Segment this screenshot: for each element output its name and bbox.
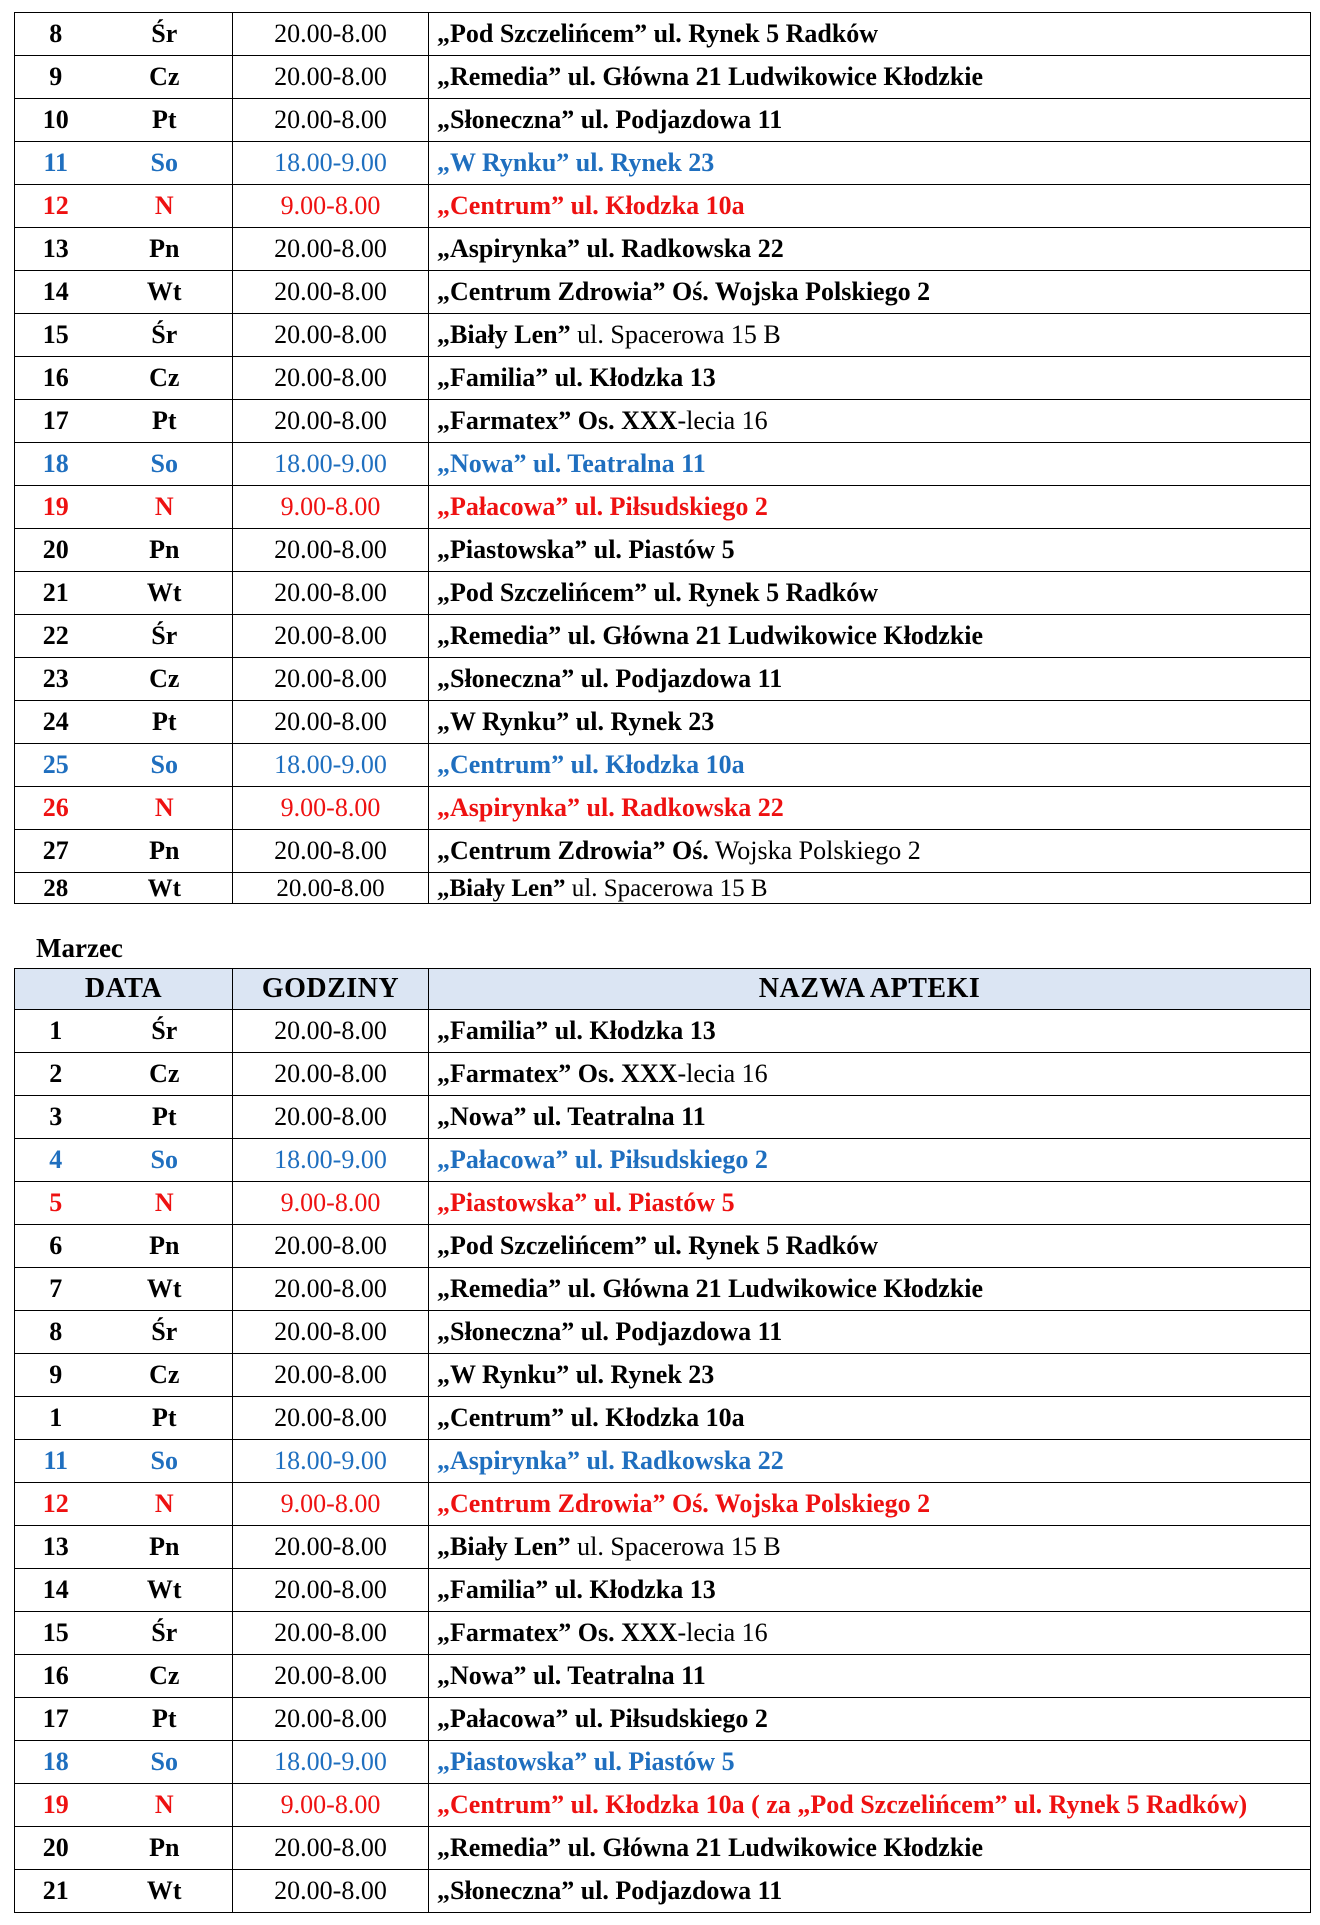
duty-row bbox=[15, 1182, 1311, 1225]
pharmacy-name: „Centrum” ul. Kłodzka 10a ( za „Pod Szczelińcem” ul. Rynek 5 Radków) bbox=[437, 1790, 1248, 1819]
duty-pharmacy-cell bbox=[429, 1182, 1311, 1225]
duty-day-number: 8 bbox=[15, 13, 97, 56]
duty-weekday: Śr bbox=[97, 1311, 233, 1354]
duty-row bbox=[15, 1483, 1311, 1526]
duty-row bbox=[15, 56, 1311, 99]
pharmacy-name: „Aspirynka” ul. Radkowska 22 bbox=[437, 793, 784, 822]
duty-row bbox=[15, 1698, 1311, 1741]
pharmacy-address: ul. Spacerowa 15 B bbox=[570, 320, 781, 349]
duty-day-number: 14 bbox=[15, 1569, 97, 1612]
duty-day-number: 26 bbox=[15, 787, 97, 830]
duty-day-number: 21 bbox=[15, 1870, 97, 1913]
duty-weekday: Pn bbox=[97, 830, 233, 873]
duty-weekday: Wt bbox=[97, 572, 233, 615]
duty-weekday: Śr bbox=[97, 13, 233, 56]
duty-row bbox=[15, 99, 1311, 142]
duty-weekday: Pt bbox=[97, 99, 233, 142]
duty-pharmacy-cell bbox=[429, 99, 1311, 142]
duty-pharmacy-cell bbox=[429, 1569, 1311, 1612]
duty-day-number: 27 bbox=[15, 830, 97, 873]
pharmacy-name: „Biały Len” bbox=[437, 320, 571, 349]
duty-weekday: So bbox=[97, 1139, 233, 1182]
duty-weekday: So bbox=[97, 744, 233, 787]
duty-pharmacy-cell bbox=[429, 1010, 1311, 1053]
duty-day-number: 7 bbox=[15, 1268, 97, 1311]
pharmacy-name: „Biały Len” bbox=[437, 1532, 571, 1561]
duty-day-number: 3 bbox=[15, 1096, 97, 1139]
duty-hours: 20.00-8.00 bbox=[233, 228, 429, 271]
duty-hours: 20.00-8.00 bbox=[233, 1526, 429, 1569]
pharmacy-name: „Centrum” ul. Kłodzka 10a bbox=[437, 191, 745, 220]
duty-row bbox=[15, 185, 1311, 228]
duty-weekday: Cz bbox=[97, 1354, 233, 1397]
duty-row bbox=[15, 615, 1311, 658]
duty-weekday: Wt bbox=[97, 1569, 233, 1612]
duty-pharmacy-cell bbox=[429, 873, 1311, 904]
duty-weekday: N bbox=[97, 185, 233, 228]
duty-row bbox=[15, 1655, 1311, 1698]
duty-weekday: Wt bbox=[97, 1870, 233, 1913]
duty-row bbox=[15, 357, 1311, 400]
pharmacy-address: -lecia 16 bbox=[677, 406, 768, 435]
duty-day-number: 24 bbox=[15, 701, 97, 744]
duty-row bbox=[15, 744, 1311, 787]
duty-row bbox=[15, 1784, 1311, 1827]
duty-pharmacy-cell bbox=[429, 1655, 1311, 1698]
pharmacy-name: „Nowa” ul. Teatralna 11 bbox=[437, 449, 706, 478]
duty-weekday: N bbox=[97, 787, 233, 830]
duty-weekday: So bbox=[97, 443, 233, 486]
duty-hours: 20.00-8.00 bbox=[233, 1225, 429, 1268]
duty-hours: 18.00-9.00 bbox=[233, 1741, 429, 1784]
duty-day-number: 10 bbox=[15, 99, 97, 142]
duty-row bbox=[15, 1354, 1311, 1397]
duty-weekday: Pt bbox=[97, 1698, 233, 1741]
duty-weekday: Wt bbox=[97, 873, 233, 904]
pharmacy-name: „Centrum” ul. Kłodzka 10a bbox=[437, 1403, 745, 1432]
duty-hours: 20.00-8.00 bbox=[233, 1655, 429, 1698]
duty-row bbox=[15, 1612, 1311, 1655]
duty-day-number: 15 bbox=[15, 1612, 97, 1655]
duty-pharmacy-cell bbox=[429, 13, 1311, 56]
duty-pharmacy-cell bbox=[429, 228, 1311, 271]
duty-hours: 18.00-9.00 bbox=[233, 1139, 429, 1182]
duty-row bbox=[15, 658, 1311, 701]
duty-hours: 18.00-9.00 bbox=[233, 142, 429, 185]
duty-row bbox=[15, 228, 1311, 271]
duty-row bbox=[15, 1096, 1311, 1139]
duty-pharmacy-cell bbox=[429, 1827, 1311, 1870]
duty-weekday: Pn bbox=[97, 529, 233, 572]
duty-hours: 20.00-8.00 bbox=[233, 400, 429, 443]
pharmacy-name: „Pod Szczelińcem” ul. Rynek 5 Radków bbox=[437, 19, 879, 48]
duty-day-number: 23 bbox=[15, 658, 97, 701]
duty-day-number: 14 bbox=[15, 271, 97, 314]
duty-hours: 20.00-8.00 bbox=[233, 701, 429, 744]
duty-hours: 9.00-8.00 bbox=[233, 787, 429, 830]
duty-weekday: Cz bbox=[97, 1053, 233, 1096]
duty-pharmacy-cell bbox=[429, 787, 1311, 830]
table-gap bbox=[14, 904, 1310, 928]
duty-day-number: 12 bbox=[15, 1483, 97, 1526]
duty-row bbox=[15, 486, 1311, 529]
duty-row bbox=[15, 271, 1311, 314]
duty-row bbox=[15, 830, 1311, 873]
duty-pharmacy-cell bbox=[429, 1053, 1311, 1096]
duty-weekday: Cz bbox=[97, 357, 233, 400]
duty-pharmacy-cell bbox=[429, 1354, 1311, 1397]
duty-pharmacy-cell bbox=[429, 185, 1311, 228]
duty-weekday: Pt bbox=[97, 1096, 233, 1139]
pharmacy-name: „Remedia” ul. Główna 21 Ludwikowice Kłodzkie bbox=[437, 62, 984, 91]
duty-pharmacy-cell bbox=[429, 615, 1311, 658]
pharmacy-name: „Remedia” ul. Główna 21 Ludwikowice Kłodzkie bbox=[437, 1833, 984, 1862]
duty-row bbox=[15, 314, 1311, 357]
duty-hours: 20.00-8.00 bbox=[233, 1612, 429, 1655]
header-pharmacy-name: NAZWA APTEKI bbox=[429, 969, 1311, 1010]
duty-hours: 20.00-8.00 bbox=[233, 529, 429, 572]
duty-hours: 20.00-8.00 bbox=[233, 1311, 429, 1354]
duty-day-number: 25 bbox=[15, 744, 97, 787]
duty-day-number: 12 bbox=[15, 185, 97, 228]
pharmacy-name: „Nowa” ul. Teatralna 11 bbox=[437, 1102, 706, 1131]
duty-day-number: 5 bbox=[15, 1182, 97, 1225]
duty-day-number: 11 bbox=[15, 1440, 97, 1483]
duty-day-number: 6 bbox=[15, 1225, 97, 1268]
duty-pharmacy-cell bbox=[429, 658, 1311, 701]
duty-weekday: Cz bbox=[97, 56, 233, 99]
duty-hours: 20.00-8.00 bbox=[233, 658, 429, 701]
february-duty-table bbox=[14, 12, 1311, 904]
duty-hours: 20.00-8.00 bbox=[233, 572, 429, 615]
duty-day-number: 13 bbox=[15, 1526, 97, 1569]
duty-pharmacy-cell bbox=[429, 271, 1311, 314]
duty-weekday: Śr bbox=[97, 1010, 233, 1053]
pharmacy-name: „Nowa” ul. Teatralna 11 bbox=[437, 1661, 706, 1690]
duty-weekday: Śr bbox=[97, 615, 233, 658]
pharmacy-name: „Aspirynka” ul. Radkowska 22 bbox=[437, 1446, 784, 1475]
duty-weekday: Wt bbox=[97, 1268, 233, 1311]
duty-row bbox=[15, 1569, 1311, 1612]
duty-hours: 18.00-9.00 bbox=[233, 1440, 429, 1483]
duty-day-number: 28 bbox=[15, 873, 97, 904]
duty-row bbox=[15, 1827, 1311, 1870]
duty-hours: 20.00-8.00 bbox=[233, 1827, 429, 1870]
duty-day-number: 17 bbox=[15, 400, 97, 443]
pharmacy-address: ul. Spacerowa 15 B bbox=[565, 874, 768, 902]
duty-day-number: 1 bbox=[15, 1010, 97, 1053]
duty-pharmacy-cell bbox=[429, 1526, 1311, 1569]
duty-hours: 9.00-8.00 bbox=[233, 1483, 429, 1526]
duty-day-number: 19 bbox=[15, 486, 97, 529]
header-row bbox=[15, 969, 1311, 1010]
duty-hours: 20.00-8.00 bbox=[233, 615, 429, 658]
duty-weekday: Wt bbox=[97, 271, 233, 314]
header-hours: GODZINY bbox=[233, 969, 429, 1010]
duty-hours: 20.00-8.00 bbox=[233, 357, 429, 400]
duty-weekday: Pt bbox=[97, 1397, 233, 1440]
march-duty-table bbox=[14, 968, 1311, 1913]
duty-row bbox=[15, 1870, 1311, 1913]
pharmacy-name: „W Rynku” ul. Rynek 23 bbox=[437, 1360, 715, 1389]
duty-weekday: N bbox=[97, 486, 233, 529]
duty-day-number: 19 bbox=[15, 1784, 97, 1827]
duty-row bbox=[15, 1526, 1311, 1569]
duty-pharmacy-cell bbox=[429, 1311, 1311, 1354]
duty-row bbox=[15, 1311, 1311, 1354]
duty-pharmacy-cell bbox=[429, 830, 1311, 873]
duty-pharmacy-cell bbox=[429, 572, 1311, 615]
duty-hours: 20.00-8.00 bbox=[233, 56, 429, 99]
duty-weekday: Pn bbox=[97, 1225, 233, 1268]
duty-day-number: 11 bbox=[15, 142, 97, 185]
duty-weekday: So bbox=[97, 1440, 233, 1483]
pharmacy-address: ul. Spacerowa 15 B bbox=[570, 1532, 781, 1561]
duty-day-number: 20 bbox=[15, 1827, 97, 1870]
duty-hours: 20.00-8.00 bbox=[233, 1870, 429, 1913]
duty-hours: 20.00-8.00 bbox=[233, 1268, 429, 1311]
duty-row bbox=[15, 529, 1311, 572]
duty-hours: 20.00-8.00 bbox=[233, 99, 429, 142]
duty-hours: 20.00-8.00 bbox=[233, 1096, 429, 1139]
duty-row bbox=[15, 1440, 1311, 1483]
duty-row bbox=[15, 1053, 1311, 1096]
duty-hours: 20.00-8.00 bbox=[233, 1010, 429, 1053]
duty-pharmacy-cell bbox=[429, 1483, 1311, 1526]
pharmacy-name: „Farmatex” Os. XXX bbox=[437, 406, 678, 435]
pharmacy-name: „Słoneczna” ul. Podjazdowa 11 bbox=[437, 1317, 783, 1346]
duty-day-number: 9 bbox=[15, 1354, 97, 1397]
pharmacy-name: „Pałacowa” ul. Piłsudskiego 2 bbox=[437, 1704, 768, 1733]
duty-pharmacy-cell bbox=[429, 1397, 1311, 1440]
duty-pharmacy-cell bbox=[429, 142, 1311, 185]
duty-hours: 18.00-9.00 bbox=[233, 744, 429, 787]
duty-pharmacy-cell bbox=[429, 1612, 1311, 1655]
pharmacy-name: „Centrum” ul. Kłodzka 10a bbox=[437, 750, 745, 779]
duty-pharmacy-cell bbox=[429, 1139, 1311, 1182]
duty-day-number: 2 bbox=[15, 1053, 97, 1096]
duty-row bbox=[15, 13, 1311, 56]
pharmacy-name: „Piastowska” ul. Piastów 5 bbox=[437, 535, 735, 564]
pharmacy-name: „Biały Len” bbox=[437, 874, 566, 902]
duty-hours: 20.00-8.00 bbox=[233, 271, 429, 314]
pharmacy-name: „Słoneczna” ul. Podjazdowa 11 bbox=[437, 105, 783, 134]
pharmacy-name: „Słoneczna” ul. Podjazdowa 11 bbox=[437, 664, 783, 693]
duty-pharmacy-cell bbox=[429, 1741, 1311, 1784]
pharmacy-name: „Familia” ul. Kłodzka 13 bbox=[437, 1575, 716, 1604]
pharmacy-name: „Piastowska” ul. Piastów 5 bbox=[437, 1747, 735, 1776]
march-duty-rows bbox=[15, 1010, 1311, 1913]
duty-day-number: 22 bbox=[15, 615, 97, 658]
duty-hours: 9.00-8.00 bbox=[233, 1182, 429, 1225]
pharmacy-name: „Aspirynka” ul. Radkowska 22 bbox=[437, 234, 784, 263]
duty-weekday: Śr bbox=[97, 1612, 233, 1655]
duty-hours: 20.00-8.00 bbox=[233, 1569, 429, 1612]
duty-pharmacy-cell bbox=[429, 1268, 1311, 1311]
header-date: DATA bbox=[15, 969, 233, 1010]
february-duty-rows bbox=[15, 13, 1311, 904]
duty-pharmacy-cell bbox=[429, 1784, 1311, 1827]
duty-hours: 20.00-8.00 bbox=[233, 873, 429, 904]
duty-day-number: 9 bbox=[15, 56, 97, 99]
duty-row bbox=[15, 1225, 1311, 1268]
duty-row bbox=[15, 1397, 1311, 1440]
duty-row bbox=[15, 1139, 1311, 1182]
pharmacy-address: -lecia 16 bbox=[677, 1618, 768, 1647]
duty-weekday: So bbox=[97, 1741, 233, 1784]
pharmacy-name: „Centrum Zdrowia” Oś. Wojska Polskiego 2 bbox=[437, 1489, 931, 1518]
pharmacy-name: „W Rynku” ul. Rynek 23 bbox=[437, 148, 715, 177]
duty-row bbox=[15, 1741, 1311, 1784]
duty-hours: 9.00-8.00 bbox=[233, 185, 429, 228]
pharmacy-name: „Remedia” ul. Główna 21 Ludwikowice Kłodzkie bbox=[437, 621, 984, 650]
duty-pharmacy-cell bbox=[429, 486, 1311, 529]
duty-weekday: Cz bbox=[97, 1655, 233, 1698]
pharmacy-address: Wojska Polskiego 2 bbox=[708, 836, 921, 865]
pharmacy-name: „Słoneczna” ul. Podjazdowa 11 bbox=[437, 1876, 783, 1905]
duty-weekday: Pn bbox=[97, 1526, 233, 1569]
duty-hours: 20.00-8.00 bbox=[233, 1354, 429, 1397]
duty-day-number: 4 bbox=[15, 1139, 97, 1182]
duty-pharmacy-cell bbox=[429, 529, 1311, 572]
duty-row bbox=[15, 873, 1311, 904]
duty-weekday: Pn bbox=[97, 228, 233, 271]
pharmacy-name: „Farmatex” Os. XXX bbox=[437, 1059, 678, 1088]
duty-row bbox=[15, 1010, 1311, 1053]
duty-hours: 20.00-8.00 bbox=[233, 13, 429, 56]
duty-day-number: 8 bbox=[15, 1311, 97, 1354]
duty-day-number: 21 bbox=[15, 572, 97, 615]
month-title-march: Marzec bbox=[36, 933, 123, 963]
duty-row bbox=[15, 572, 1311, 615]
duty-hours: 20.00-8.00 bbox=[233, 830, 429, 873]
duty-day-number: 16 bbox=[15, 1655, 97, 1698]
pharmacy-name: „Pałacowa” ul. Piłsudskiego 2 bbox=[437, 492, 768, 521]
duty-pharmacy-cell bbox=[429, 1698, 1311, 1741]
duty-hours: 20.00-8.00 bbox=[233, 314, 429, 357]
duty-day-number: 20 bbox=[15, 529, 97, 572]
duty-pharmacy-cell bbox=[429, 1225, 1311, 1268]
duty-row bbox=[15, 787, 1311, 830]
duty-day-number: 16 bbox=[15, 357, 97, 400]
duty-row bbox=[15, 1268, 1311, 1311]
duty-day-number: 18 bbox=[15, 1741, 97, 1784]
duty-pharmacy-cell bbox=[429, 357, 1311, 400]
duty-hours: 20.00-8.00 bbox=[233, 1698, 429, 1741]
duty-pharmacy-cell bbox=[429, 701, 1311, 744]
duty-hours: 20.00-8.00 bbox=[233, 1397, 429, 1440]
duty-pharmacy-cell bbox=[429, 400, 1311, 443]
duty-day-number: 17 bbox=[15, 1698, 97, 1741]
duty-pharmacy-cell bbox=[429, 1870, 1311, 1913]
duty-weekday: N bbox=[97, 1784, 233, 1827]
duty-row bbox=[15, 142, 1311, 185]
pharmacy-name: „Familia” ul. Kłodzka 13 bbox=[437, 363, 716, 392]
duty-pharmacy-cell bbox=[429, 443, 1311, 486]
duty-weekday: So bbox=[97, 142, 233, 185]
duty-day-number: 15 bbox=[15, 314, 97, 357]
duty-hours: 9.00-8.00 bbox=[233, 486, 429, 529]
duty-pharmacy-cell bbox=[429, 314, 1311, 357]
duty-hours: 20.00-8.00 bbox=[233, 1053, 429, 1096]
pharmacy-name: „Pod Szczelińcem” ul. Rynek 5 Radków bbox=[437, 578, 879, 607]
duty-weekday: Pt bbox=[97, 701, 233, 744]
pharmacy-name: „Centrum Zdrowia” Oś. Wojska Polskiego 2 bbox=[437, 277, 931, 306]
duty-row bbox=[15, 443, 1311, 486]
march-table-header bbox=[15, 969, 1311, 1010]
duty-weekday: N bbox=[97, 1483, 233, 1526]
pharmacy-address: -lecia 16 bbox=[677, 1059, 768, 1088]
duty-weekday: Śr bbox=[97, 314, 233, 357]
duty-row bbox=[15, 400, 1311, 443]
pharmacy-name: „W Rynku” ul. Rynek 23 bbox=[437, 707, 715, 736]
duty-row bbox=[15, 701, 1311, 744]
duty-weekday: N bbox=[97, 1182, 233, 1225]
duty-day-number: 13 bbox=[15, 228, 97, 271]
duty-pharmacy-cell bbox=[429, 1096, 1311, 1139]
duty-schedule-sheet bbox=[14, 12, 1310, 1913]
duty-pharmacy-cell bbox=[429, 56, 1311, 99]
duty-weekday: Pn bbox=[97, 1827, 233, 1870]
duty-hours: 9.00-8.00 bbox=[233, 1784, 429, 1827]
pharmacy-name: „Pod Szczelińcem” ul. Rynek 5 Radków bbox=[437, 1231, 879, 1260]
duty-day-number: 1 bbox=[15, 1397, 97, 1440]
duty-pharmacy-cell bbox=[429, 1440, 1311, 1483]
duty-hours: 18.00-9.00 bbox=[233, 443, 429, 486]
pharmacy-name: „Farmatex” Os. XXX bbox=[437, 1618, 678, 1647]
duty-weekday: Cz bbox=[97, 658, 233, 701]
duty-pharmacy-cell bbox=[429, 744, 1311, 787]
pharmacy-name: „Piastowska” ul. Piastów 5 bbox=[437, 1188, 735, 1217]
duty-day-number: 18 bbox=[15, 443, 97, 486]
pharmacy-name: „Familia” ul. Kłodzka 13 bbox=[437, 1016, 716, 1045]
pharmacy-name: „Remedia” ul. Główna 21 Ludwikowice Kłodzkie bbox=[437, 1274, 984, 1303]
pharmacy-name: „Pałacowa” ul. Piłsudskiego 2 bbox=[437, 1145, 768, 1174]
duty-weekday: Pt bbox=[97, 400, 233, 443]
pharmacy-name: „Centrum Zdrowia” Oś. bbox=[437, 836, 709, 865]
